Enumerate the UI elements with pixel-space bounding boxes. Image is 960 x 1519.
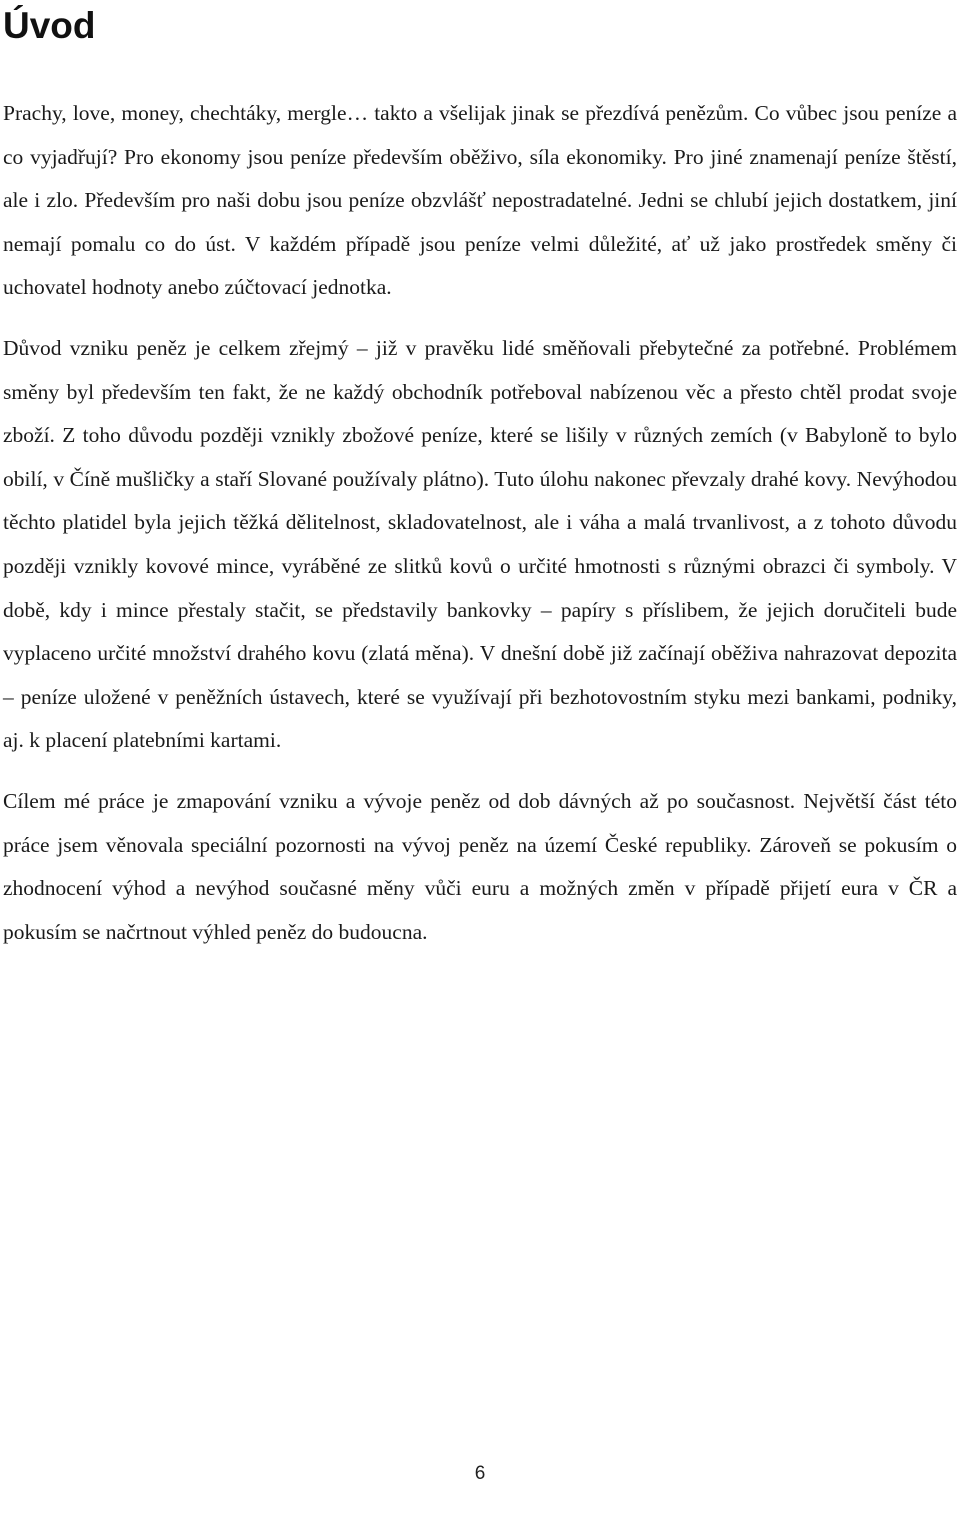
body-text [3,92,957,954]
page-title: Úvod [3,5,96,46]
page-number: 6 [474,1463,486,1484]
paragraph-intro: Prachy, love, money, chechtáky, mergle… takto a všelijak jinak se přezdívá penězům. Co vůbec jsou peníze a co vyjadřují? Pro ekonomy jsou peníze především oběživo, síla ekonomiky. Pro jiné znamenají peníze štěstí, ale i zlo. Především pro naši dobu jsou peníze obzvlášť nepostradatelné. Jedni se chlubí jejich dostatkem, jiní nemají pomalu co do úst. V každém případě jsou peníze velmi důležité, ať už jako prostředek směny či uchovatel hodnoty anebo zúčtovací jednotka. [3,101,957,300]
paragraph-goal: Cílem mé práce je zmapování vzniku a vývoje peněz od dob dávných až po současnost. Největší část této práce jsem věnovala speciální pozornosti na vývoj peněz na území České republiky. Zároveň se pokusím o zhodnocení výhod a nevýhod současné měny vůči euru a možných změn v případě přijetí eura v ČR a pokusím se načrtnout výhled peněz do budoucna. [3,788,957,944]
paragraph-history: Důvod vzniku peněz je celkem zřejmý – již v pravěku lidé směňovali přebytečné za potřebné. Problémem směny byl především ten fakt, že ne každý obchodník potřeboval nabízenou věc a přesto chtěl prodat svoje zboží. Z toho důvodu později vznikly zbožové peníze, které se lišily v různých zemích (v Babyloně to bylo obilí, v Číně mušličky a staří Slované používaly plátno). Tuto úlohu nakonec převzaly drahé kovy. Nevýhodou těchto platidel byla jejich těžká dělitelnost, skladovatelnost, ale i váha a malá trvanlivost, a z tohoto důvodu později vznikly kovové mince, vyráběné ze slitků kovů o určité hmotnosti s různými obrazci či symboly. V době, kdy i mince přestaly stačit, se představily bankovky – papíry s příslibem, že jejich doručiteli bude vyplaceno určité množství drahého kovu (zlatá měna). V dnešní době již začínají oběživa nahrazovat depozita – peníze uložené v peněžních ústavech, které se využívají při bezhotovostním styku mezi bankami, podniky, aj. k placení platebními kartami. [3,335,957,753]
